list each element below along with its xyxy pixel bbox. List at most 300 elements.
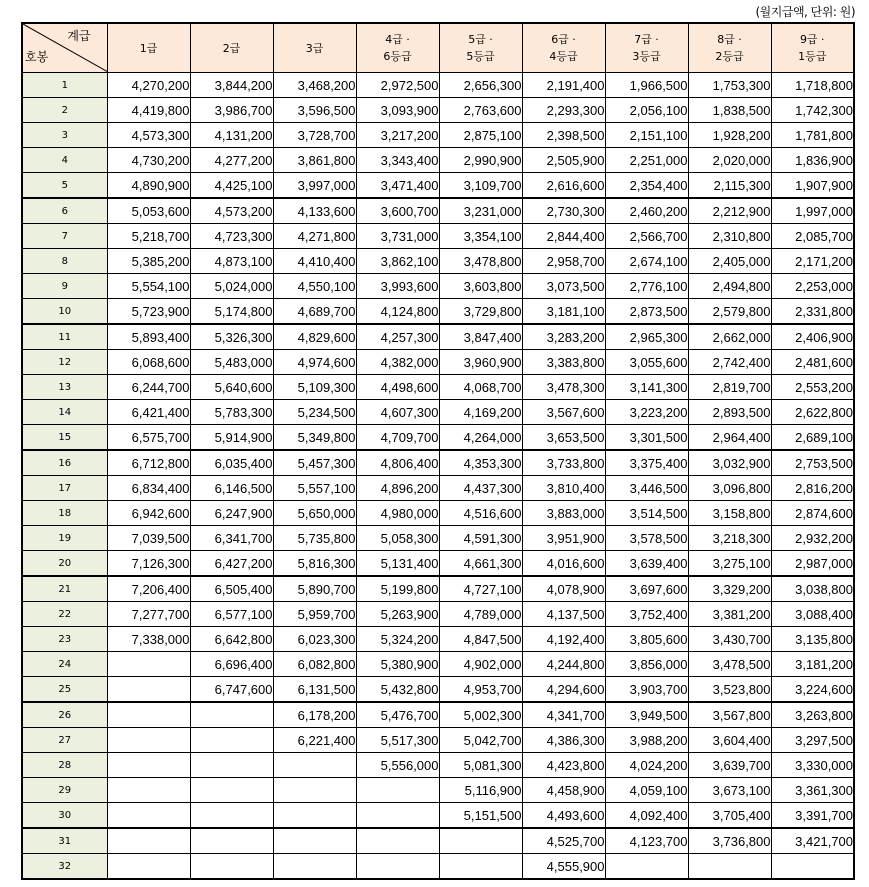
salary-cell <box>190 702 273 728</box>
salary-cell: 2,819,700 <box>688 375 771 400</box>
step-cell: 2 <box>22 98 107 123</box>
salary-cell: 6,244,700 <box>107 375 190 400</box>
salary-cell: 5,218,700 <box>107 224 190 249</box>
salary-cell: 5,131,400 <box>356 551 439 577</box>
salary-cell: 5,109,300 <box>273 375 356 400</box>
step-cell: 21 <box>22 576 107 602</box>
salary-cell: 3,639,400 <box>605 551 688 577</box>
salary-cell <box>190 803 273 829</box>
salary-cell: 5,349,800 <box>273 425 356 451</box>
salary-cell: 5,783,300 <box>190 400 273 425</box>
salary-cell: 4,059,100 <box>605 778 688 803</box>
salary-cell: 6,421,400 <box>107 400 190 425</box>
salary-cell: 5,116,900 <box>439 778 522 803</box>
salary-cell: 3,951,900 <box>522 526 605 551</box>
salary-cell: 4,902,000 <box>439 652 522 677</box>
salary-cell: 4,974,600 <box>273 350 356 375</box>
salary-cell: 3,736,800 <box>688 828 771 854</box>
salary-cell: 5,483,000 <box>190 350 273 375</box>
salary-cell: 3,847,400 <box>439 324 522 350</box>
salary-cell: 5,024,000 <box>190 274 273 299</box>
salary-cell: 5,735,800 <box>273 526 356 551</box>
salary-cell: 2,251,000 <box>605 148 688 173</box>
step-cell: 8 <box>22 249 107 274</box>
salary-cell: 4,573,200 <box>190 198 273 224</box>
step-cell: 23 <box>22 627 107 652</box>
salary-cell <box>190 728 273 753</box>
column-header <box>356 23 439 73</box>
salary-cell: 6,146,500 <box>190 476 273 501</box>
salary-cell: 3,354,100 <box>439 224 522 249</box>
salary-cell: 4,270,200 <box>107 73 190 98</box>
salary-cell: 3,093,900 <box>356 98 439 123</box>
salary-cell: 6,221,400 <box>273 728 356 753</box>
salary-cell: 1,753,300 <box>688 73 771 98</box>
salary-cell: 3,391,700 <box>771 803 854 829</box>
salary-cell: 6,577,100 <box>190 602 273 627</box>
rank-label: 계급 <box>67 29 91 43</box>
table-row <box>22 778 854 803</box>
salary-cell: 2,972,500 <box>356 73 439 98</box>
salary-cell: 4,169,200 <box>439 400 522 425</box>
salary-cell: 3,883,000 <box>522 501 605 526</box>
salary-cell: 3,038,800 <box>771 576 854 602</box>
salary-cell: 6,712,800 <box>107 450 190 476</box>
salary-cell: 4,723,300 <box>190 224 273 249</box>
salary-cell: 5,476,700 <box>356 702 439 728</box>
salary-cell: 4,024,200 <box>605 753 688 778</box>
step-cell: 9 <box>22 274 107 299</box>
salary-cell: 2,481,600 <box>771 350 854 375</box>
salary-cell: 3,705,400 <box>688 803 771 829</box>
table-row <box>22 224 854 249</box>
salary-cell: 1,997,000 <box>771 198 854 224</box>
salary-cell: 3,567,600 <box>522 400 605 425</box>
salary-cell: 6,035,400 <box>190 450 273 476</box>
table-row <box>22 602 854 627</box>
salary-cell: 4,294,600 <box>522 677 605 703</box>
column-header <box>190 23 273 73</box>
salary-cell: 2,331,800 <box>771 299 854 325</box>
table-row <box>22 728 854 753</box>
step-cell: 29 <box>22 778 107 803</box>
salary-cell: 4,896,200 <box>356 476 439 501</box>
salary-cell: 3,329,200 <box>688 576 771 602</box>
salary-cell: 2,460,200 <box>605 198 688 224</box>
salary-cell: 4,016,600 <box>522 551 605 577</box>
salary-cell: 3,604,400 <box>688 728 771 753</box>
table-row <box>22 702 854 728</box>
salary-cell: 3,997,000 <box>273 173 356 199</box>
salary-cell <box>273 854 356 880</box>
salary-cell: 5,556,000 <box>356 753 439 778</box>
salary-cell: 2,151,100 <box>605 123 688 148</box>
salary-cell: 6,427,200 <box>190 551 273 577</box>
salary-cell: 4,550,100 <box>273 274 356 299</box>
salary-cell: 6,082,800 <box>273 652 356 677</box>
table-row <box>22 501 854 526</box>
salary-cell: 1,966,500 <box>605 73 688 98</box>
salary-cell: 3,430,700 <box>688 627 771 652</box>
salary-cell: 5,199,800 <box>356 576 439 602</box>
salary-cell: 6,131,500 <box>273 677 356 703</box>
salary-cell: 4,829,600 <box>273 324 356 350</box>
salary-cell: 3,578,500 <box>605 526 688 551</box>
step-cell: 6 <box>22 198 107 224</box>
salary-cell: 2,689,100 <box>771 425 854 451</box>
column-header-line: 9급 · <box>799 33 825 46</box>
table-row <box>22 123 854 148</box>
salary-cell: 3,375,400 <box>605 450 688 476</box>
salary-cell: 1,836,900 <box>771 148 854 173</box>
salary-cell: 5,385,200 <box>107 249 190 274</box>
step-cell: 14 <box>22 400 107 425</box>
salary-cell <box>356 828 439 854</box>
salary-cell: 3,263,800 <box>771 702 854 728</box>
salary-cell: 5,058,300 <box>356 526 439 551</box>
salary-cell: 3,218,300 <box>688 526 771 551</box>
step-cell: 13 <box>22 375 107 400</box>
salary-cell: 3,728,700 <box>273 123 356 148</box>
salary-cell: 2,742,400 <box>688 350 771 375</box>
column-header-line: 4급 · <box>385 33 410 46</box>
salary-cell: 4,730,200 <box>107 148 190 173</box>
salary-cell: 6,247,900 <box>190 501 273 526</box>
step-cell: 26 <box>22 702 107 728</box>
salary-cell: 4,382,000 <box>356 350 439 375</box>
salary-cell: 5,002,300 <box>439 702 522 728</box>
column-header <box>439 23 522 73</box>
table-row <box>22 324 854 350</box>
salary-cell <box>107 677 190 703</box>
column-header-line: 8급 · <box>717 33 742 46</box>
step-cell: 27 <box>22 728 107 753</box>
table-row <box>22 828 854 854</box>
salary-cell: 4,192,400 <box>522 627 605 652</box>
table-row <box>22 375 854 400</box>
salary-cell: 7,277,700 <box>107 602 190 627</box>
table-row <box>22 274 854 299</box>
column-header-line: 3급 <box>305 41 324 55</box>
salary-cell: 3,343,400 <box>356 148 439 173</box>
salary-cell <box>107 803 190 829</box>
salary-cell: 7,206,400 <box>107 576 190 602</box>
salary-cell <box>439 828 522 854</box>
step-cell: 15 <box>22 425 107 451</box>
salary-cell: 2,212,900 <box>688 198 771 224</box>
salary-cell: 2,730,300 <box>522 198 605 224</box>
salary-cell: 3,478,300 <box>522 375 605 400</box>
step-cell: 1 <box>22 73 107 98</box>
salary-cell: 2,965,300 <box>605 324 688 350</box>
salary-cell: 3,073,500 <box>522 274 605 299</box>
salary-cell: 2,310,800 <box>688 224 771 249</box>
salary-cell <box>107 854 190 880</box>
salary-cell: 2,398,500 <box>522 123 605 148</box>
salary-cell: 3,653,500 <box>522 425 605 451</box>
salary-cell <box>107 728 190 753</box>
salary-cell <box>190 753 273 778</box>
salary-cell: 2,874,600 <box>771 501 854 526</box>
salary-cell: 2,293,300 <box>522 98 605 123</box>
table-row <box>22 173 854 199</box>
table-row <box>22 652 854 677</box>
salary-cell: 3,514,500 <box>605 501 688 526</box>
salary-cell: 3,088,400 <box>771 602 854 627</box>
salary-cell: 3,446,500 <box>605 476 688 501</box>
salary-cell: 4,341,700 <box>522 702 605 728</box>
salary-cell: 5,893,400 <box>107 324 190 350</box>
salary-cell: 2,171,200 <box>771 249 854 274</box>
salary-cell: 3,224,600 <box>771 677 854 703</box>
salary-cell: 2,776,100 <box>605 274 688 299</box>
salary-cell: 4,493,600 <box>522 803 605 829</box>
salary-cell <box>107 753 190 778</box>
salary-cell <box>356 803 439 829</box>
salary-cell: 3,733,800 <box>522 450 605 476</box>
salary-cell: 5,081,300 <box>439 753 522 778</box>
table-row <box>22 73 854 98</box>
table-row <box>22 450 854 476</box>
salary-cell: 5,723,900 <box>107 299 190 325</box>
salary-cell <box>605 854 688 880</box>
salary-cell: 2,816,200 <box>771 476 854 501</box>
salary-cell: 4,271,800 <box>273 224 356 249</box>
salary-cell: 2,873,500 <box>605 299 688 325</box>
salary-cell: 5,174,800 <box>190 299 273 325</box>
salary-cell <box>190 828 273 854</box>
step-cell: 19 <box>22 526 107 551</box>
salary-cell: 4,257,300 <box>356 324 439 350</box>
table-row <box>22 677 854 703</box>
step-cell: 7 <box>22 224 107 249</box>
unit-note: (월지급액, 단위: 원) <box>755 5 855 19</box>
salary-cell: 3,856,000 <box>605 652 688 677</box>
salary-cell: 2,893,500 <box>688 400 771 425</box>
salary-cell: 4,661,300 <box>439 551 522 577</box>
column-header <box>605 23 688 73</box>
column-header-line: 5등급 <box>466 50 495 63</box>
salary-cell: 3,600,700 <box>356 198 439 224</box>
salary-cell: 5,380,900 <box>356 652 439 677</box>
salary-cell: 3,223,200 <box>605 400 688 425</box>
salary-cell: 5,042,700 <box>439 728 522 753</box>
salary-cell: 3,383,800 <box>522 350 605 375</box>
salary-cell: 4,890,900 <box>107 173 190 199</box>
salary-cell: 4,353,300 <box>439 450 522 476</box>
salary-cell: 5,324,200 <box>356 627 439 652</box>
salary-cell: 3,032,900 <box>688 450 771 476</box>
column-header <box>771 23 854 73</box>
salary-cell: 5,326,300 <box>190 324 273 350</box>
salary-cell: 2,405,000 <box>688 249 771 274</box>
salary-cell: 6,341,700 <box>190 526 273 551</box>
salary-cell: 3,949,500 <box>605 702 688 728</box>
salary-cell: 5,650,000 <box>273 501 356 526</box>
salary-cell: 4,980,000 <box>356 501 439 526</box>
salary-cell: 2,115,300 <box>688 173 771 199</box>
salary-cell: 3,596,500 <box>273 98 356 123</box>
salary-cell: 1,742,300 <box>771 98 854 123</box>
salary-cell: 2,674,100 <box>605 249 688 274</box>
step-cell: 5 <box>22 173 107 199</box>
salary-cell: 4,423,800 <box>522 753 605 778</box>
salary-cell <box>107 828 190 854</box>
salary-cell: 4,437,300 <box>439 476 522 501</box>
salary-cell: 3,478,800 <box>439 249 522 274</box>
salary-cell: 4,277,200 <box>190 148 273 173</box>
salary-cell: 5,432,800 <box>356 677 439 703</box>
salary-cell <box>190 778 273 803</box>
salary-cell: 1,928,200 <box>688 123 771 148</box>
salary-cell: 3,181,100 <box>522 299 605 325</box>
salary-cell: 4,131,200 <box>190 123 273 148</box>
column-header <box>273 23 356 73</box>
salary-cell: 4,124,800 <box>356 299 439 325</box>
salary-cell: 4,137,500 <box>522 602 605 627</box>
salary-cell: 1,907,900 <box>771 173 854 199</box>
salary-cell: 2,085,700 <box>771 224 854 249</box>
salary-cell: 4,709,700 <box>356 425 439 451</box>
salary-cell: 3,697,600 <box>605 576 688 602</box>
salary-cell: 4,419,800 <box>107 98 190 123</box>
salary-cell: 6,696,400 <box>190 652 273 677</box>
salary-cell <box>107 778 190 803</box>
salary-cell: 2,056,100 <box>605 98 688 123</box>
column-header-line: 2급 <box>222 41 241 55</box>
salary-cell <box>439 854 522 880</box>
salary-cell: 4,498,600 <box>356 375 439 400</box>
column-header-line: 5급 · <box>468 33 493 46</box>
salary-cell: 4,386,300 <box>522 728 605 753</box>
salary-cell: 7,126,300 <box>107 551 190 577</box>
salary-cell <box>688 854 771 880</box>
salary-cell: 2,406,900 <box>771 324 854 350</box>
salary-cell: 3,135,800 <box>771 627 854 652</box>
step-cell: 10 <box>22 299 107 325</box>
column-header-line: 4등급 <box>549 50 578 63</box>
column-header-line: 6급 · <box>551 33 576 46</box>
salary-cell: 3,731,000 <box>356 224 439 249</box>
salary-cell: 3,810,400 <box>522 476 605 501</box>
salary-cell: 2,020,000 <box>688 148 771 173</box>
table-body <box>22 73 854 880</box>
column-header <box>688 23 771 73</box>
salary-cell: 3,096,800 <box>688 476 771 501</box>
salary-cell: 3,275,100 <box>688 551 771 577</box>
salary-cell: 4,425,100 <box>190 173 273 199</box>
salary-cell: 3,861,800 <box>273 148 356 173</box>
salary-cell: 6,068,600 <box>107 350 190 375</box>
salary-cell: 2,191,400 <box>522 73 605 98</box>
salary-cell: 4,847,500 <box>439 627 522 652</box>
salary-cell: 5,816,300 <box>273 551 356 577</box>
salary-table <box>21 22 855 880</box>
salary-cell: 4,591,300 <box>439 526 522 551</box>
salary-cell: 4,953,700 <box>439 677 522 703</box>
salary-cell: 3,381,200 <box>688 602 771 627</box>
salary-cell: 2,354,400 <box>605 173 688 199</box>
salary-cell: 4,133,600 <box>273 198 356 224</box>
salary-cell: 3,468,200 <box>273 73 356 98</box>
salary-cell: 5,557,100 <box>273 476 356 501</box>
step-cell: 22 <box>22 602 107 627</box>
column-header-line: 1급 <box>139 41 158 55</box>
step-cell: 16 <box>22 450 107 476</box>
salary-cell: 3,109,700 <box>439 173 522 199</box>
salary-cell <box>273 828 356 854</box>
step-cell: 32 <box>22 854 107 880</box>
table-row <box>22 803 854 829</box>
table-row <box>22 400 854 425</box>
salary-cell: 6,642,800 <box>190 627 273 652</box>
salary-cell: 7,039,500 <box>107 526 190 551</box>
salary-cell: 7,338,000 <box>107 627 190 652</box>
step-cell: 3 <box>22 123 107 148</box>
salary-cell: 3,055,600 <box>605 350 688 375</box>
table-row <box>22 198 854 224</box>
salary-cell: 4,789,000 <box>439 602 522 627</box>
salary-cell: 4,607,300 <box>356 400 439 425</box>
salary-cell: 5,640,600 <box>190 375 273 400</box>
salary-cell: 3,960,900 <box>439 350 522 375</box>
salary-cell: 3,567,800 <box>688 702 771 728</box>
salary-cell <box>273 753 356 778</box>
salary-cell <box>771 854 854 880</box>
step-cell: 18 <box>22 501 107 526</box>
step-cell: 30 <box>22 803 107 829</box>
salary-cell: 5,234,500 <box>273 400 356 425</box>
step-cell: 12 <box>22 350 107 375</box>
salary-cell <box>107 652 190 677</box>
salary-cell: 4,458,900 <box>522 778 605 803</box>
table-row <box>22 526 854 551</box>
corner-header <box>22 23 107 73</box>
column-header-line: 6등급 <box>383 50 412 63</box>
salary-cell: 5,151,500 <box>439 803 522 829</box>
salary-cell: 4,078,900 <box>522 576 605 602</box>
table-row <box>22 299 854 325</box>
salary-cell: 6,575,700 <box>107 425 190 451</box>
salary-cell: 5,890,700 <box>273 576 356 602</box>
table-row <box>22 425 854 451</box>
salary-cell: 3,862,100 <box>356 249 439 274</box>
salary-cell: 5,959,700 <box>273 602 356 627</box>
salary-cell: 3,752,400 <box>605 602 688 627</box>
salary-cell: 2,253,000 <box>771 274 854 299</box>
salary-cell: 3,301,500 <box>605 425 688 451</box>
table-row <box>22 854 854 880</box>
salary-cell: 4,244,800 <box>522 652 605 677</box>
salary-cell: 4,264,000 <box>439 425 522 451</box>
salary-cell: 4,689,700 <box>273 299 356 325</box>
step-cell: 24 <box>22 652 107 677</box>
step-cell: 4 <box>22 148 107 173</box>
salary-cell: 5,457,300 <box>273 450 356 476</box>
salary-cell: 6,747,600 <box>190 677 273 703</box>
salary-cell: 4,123,700 <box>605 828 688 854</box>
salary-cell: 2,662,000 <box>688 324 771 350</box>
salary-cell: 3,639,700 <box>688 753 771 778</box>
salary-cell: 2,763,600 <box>439 98 522 123</box>
salary-cell: 2,753,500 <box>771 450 854 476</box>
step-cell: 31 <box>22 828 107 854</box>
step-cell: 11 <box>22 324 107 350</box>
salary-cell: 6,942,600 <box>107 501 190 526</box>
salary-cell: 2,964,400 <box>688 425 771 451</box>
salary-cell: 3,993,600 <box>356 274 439 299</box>
table-row <box>22 627 854 652</box>
